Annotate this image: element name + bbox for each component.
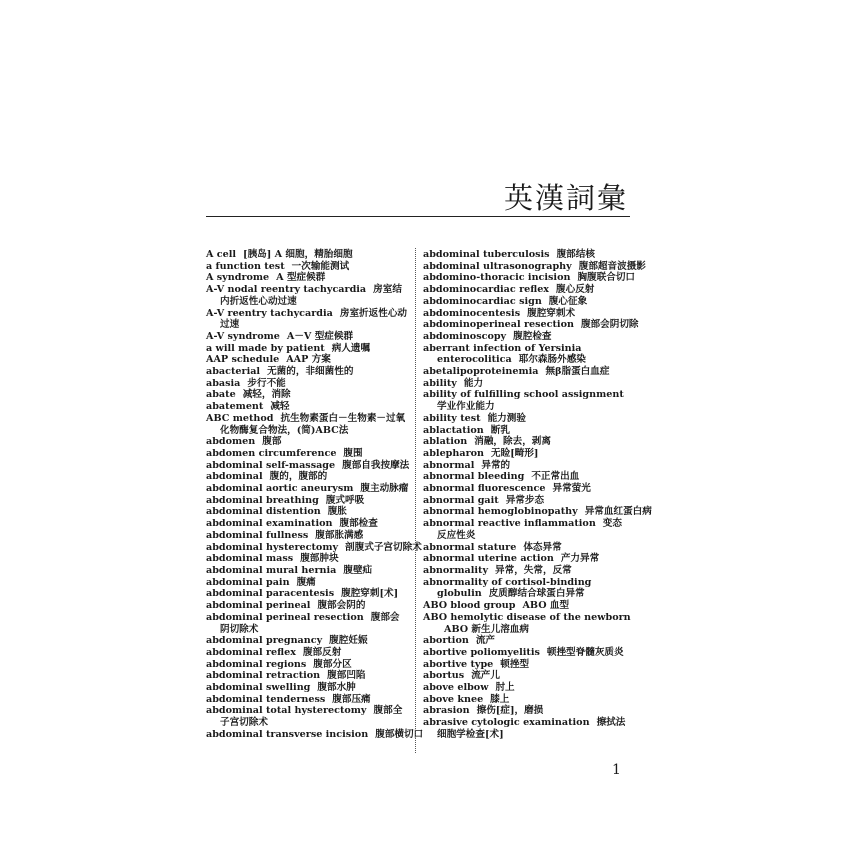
entry-definition: 腹心反射 [556,284,595,296]
dictionary-entry [423,483,631,495]
entry-definition: 步行不能 [247,377,286,389]
entry-term: ability of fulfilling school assignment [423,389,624,401]
entry-definition: 异常血红蛋白病 [584,506,652,518]
entry-definition: 腹部横切口 [375,728,424,740]
entry-term: abacterial [206,366,261,378]
entry-definition: 腹部胀满感 [315,529,364,541]
entry-term: abrasion [423,705,470,717]
entry-term: abnormal [423,459,475,471]
dictionary-entry [206,506,409,518]
entry-definition: 腹腔检查 [513,330,552,342]
dictionary-entry [423,436,631,448]
entry-definition: 腹部肿块 [300,553,339,565]
entry-definition: 异常的 [481,459,511,471]
entry-definition: 腹部反射 [302,646,342,658]
entry-definition: 腹部自我按摩法 [342,459,410,471]
dictionary-entry [206,471,409,483]
dictionary-entry [206,308,409,331]
dictionary-entry [206,483,409,495]
entry-definition: 异常，失常，反常 [495,564,572,576]
entry-definition: 病人遗嘱 [331,342,371,354]
dictionary-entry [206,401,409,413]
page-header-title: 英漢詞彙 [503,181,628,215]
entry-definition: 能力 [463,377,484,389]
dictionary-entry [423,471,631,483]
entry-term: aberrant infection of Yersinia enterocolitica [423,342,582,366]
dictionary-entry [206,249,409,261]
entry-term: A-V reentry tachycardia [206,307,333,319]
dictionary-entry [206,553,409,565]
entry-term: abnormal gait [423,494,499,506]
entry-term: abnormal uterine action [423,553,554,565]
entry-definition: 异常步态 [505,494,545,506]
entry-definition: 腹围 [343,447,363,459]
entry-term: above knee [423,693,484,705]
column-divider [415,248,416,753]
entry-definition: 膝上 [490,693,510,705]
entry-definition: AAP 方案 [286,354,331,366]
entry-term: abdominal tuberculosis [423,249,550,260]
entry-term: abnormal bleeding [423,471,525,483]
entry-term: A cell [206,249,237,260]
entry-term: abdominal breathing [206,494,319,506]
entry-definition: 产力异常 [560,553,600,565]
entry-definition: A－V 型症候群 [286,330,354,342]
dictionary-entry [423,260,646,273]
dictionary-entry [423,577,631,600]
entry-term: abnormal hemoglobinopathy [423,506,578,518]
dictionary-entry [206,577,409,589]
dictionary-entry [423,378,631,390]
entry-term: abdominal transverse incision [206,728,369,740]
entry-definition: 流产 [475,635,496,647]
dictionary-entry [423,600,631,612]
dictionary-entry [206,612,409,635]
entry-term: abdominal reflex [206,646,296,658]
entry-term: abdominal aortic aneurysm [206,483,354,495]
dictionary-entry [206,261,409,273]
entry-term: abdominocentesis [423,307,521,319]
entry-definition: 房室结内折返性心动过速 [220,284,402,307]
dictionary-entry [423,659,631,671]
entry-term: abatement [206,401,264,413]
entry-term: abdominal self-massage [206,459,336,471]
entry-definition: 腹的，腹部的 [269,471,328,483]
dictionary-entry [206,460,409,472]
entry-definition: 学业作业能力 [437,401,495,413]
entry-definition: 减轻，消除 [242,389,291,401]
entry-term: above elbow [423,682,489,694]
entry-term: ABO blood group [423,600,516,612]
dictionary-entry [423,331,631,343]
entry-term: ability test [423,412,481,424]
entry-definition: 腹腔穿刺[术] [341,588,399,600]
entry-term: abdomen circumference [206,447,337,459]
entry-definition: 减轻 [270,401,290,413]
dictionary-entry [423,694,631,706]
entry-term: abate [206,389,236,401]
entry-term: a function test [206,260,285,272]
entry-term: abdominal perineal resection [206,611,364,623]
entry-definition: 腹部水肿 [317,682,356,694]
entry-definition: 腹部凹陷 [327,670,366,682]
left-column [206,249,424,741]
entry-definition: 腹壁疝 [343,564,373,576]
entry-term: abortive type [423,658,494,670]
entry-definition: 腹胀 [327,506,347,518]
dictionary-entry [423,249,631,261]
dictionary-entry [423,319,639,331]
dictionary-entry [423,553,631,565]
entry-term: abdominoperineal resection [423,319,574,331]
page-number: 1 [612,762,621,778]
entry-term: abnormal reactive inflammation [423,518,596,530]
entry-definition: 顿挫型 [500,658,530,670]
entry-term: ablation [423,436,468,448]
entry-term: a will made by patient [206,342,325,354]
entry-definition: 腹部结核 [556,249,595,260]
dictionary-entry [423,448,631,460]
entry-term: A-V syndrome [206,330,280,342]
entry-definition: 断乳 [490,424,510,436]
dictionary-entry [423,717,631,740]
dictionary-entry [206,378,409,390]
dictionary-entry [423,542,631,554]
entry-definition: 腹部分区 [313,658,352,670]
dictionary-entry [423,518,631,541]
entry-definition: 腹部会阴切除 [580,319,639,331]
entry-term: abortus [423,670,465,682]
entry-definition: 腹心征象 [548,295,588,307]
dictionary-entry [206,635,409,647]
entry-definition: A 型症候群 [276,272,326,284]
dictionary-entry [423,272,636,284]
dictionary-entry [423,647,631,659]
entry-term: abdominal mural hernia [206,564,337,576]
dictionary-entry [206,448,409,460]
dictionary-entry [206,284,409,307]
dictionary-entry [206,389,409,401]
header-rule [206,216,630,217]
entry-term: abdominal hysterectomy [206,541,339,553]
entry-definition: [胰岛] A 细胞，精胎细胞 [243,249,353,260]
entry-term: abdomen [206,436,256,448]
entry-definition: 剖腹式子宫切除术 [345,541,422,553]
entry-term: abdominal swelling [206,682,311,694]
dictionary-entry [423,682,631,694]
dictionary-entry [423,366,631,378]
dictionary-entry [206,366,409,378]
entry-definition: 肘上 [495,682,515,694]
entry-definition: 腹部检查 [339,518,378,530]
dictionary-entry [423,425,631,437]
entry-definition: 腹部 [262,436,282,448]
entry-definition: 腹部全子宫切除术 [220,705,403,729]
entry-term: abdominal retraction [206,670,321,682]
dictionary-entry [206,518,409,530]
entry-term: A-V nodal reentry tachycardia [206,284,367,296]
entry-definition: 胸腹联合切口 [577,272,636,284]
entry-term: abasia [206,377,241,389]
entry-term: abdominal perineal [206,600,311,612]
entry-definition: 皮质醇结合球蛋白异常 [488,588,585,600]
dictionary-entry [206,728,424,741]
entry-definition: 腹部压痛 [332,693,371,705]
dictionary-entry [206,343,409,355]
entry-definition: 擦拭法细胞学检查[术] [437,717,626,740]
entry-definition: 腹腔妊娠 [329,635,368,647]
entry-term: abrasive cytologic examination [423,717,590,729]
entry-definition: 房室折返性心动过速 [220,307,408,331]
entry-term: ablepharon [423,447,485,459]
entry-definition: 無β脂蛋白血症 [545,366,610,378]
entry-term: A syndrome [206,272,270,284]
entry-definition: 腹式呼吸 [325,494,365,506]
dictionary-entry [206,413,409,436]
entry-term: abdominal paracentesis [206,588,335,600]
entry-term: abdominal regions [206,658,307,670]
dictionary-entry [206,272,409,284]
entry-definition: 能力测验 [487,412,526,424]
entry-term: abdominal pregnancy [206,635,323,647]
entry-definition: 腹腔穿刺术 [527,307,576,319]
entry-definition: 腹主动脉瘤 [360,483,409,495]
dictionary-entry [206,647,409,659]
entry-definition: 体态异常 [523,541,562,553]
entry-definition: ABO 新生儿溶血病 [444,623,529,635]
entry-term: ablactation [423,424,484,436]
dictionary-entry [206,694,409,706]
entry-term: abdominoscopy [423,330,507,342]
entry-term: abdominal [206,471,263,483]
entry-term: ABC method [206,412,274,424]
entry-definition: 异常萤光 [552,483,591,495]
dictionary-entry [423,506,652,518]
entry-definition: 无睑[畸形] [491,447,539,459]
dictionary-entry [206,682,409,694]
dictionary-entry [423,670,631,682]
entry-term: abdominocardiac sign [423,295,542,307]
entry-definition: 擦伤[症]，磨损 [476,705,544,717]
entry-definition: 一次输能测试 [291,260,350,272]
entry-term: abdomino-thoracic incision [423,272,571,284]
entry-term: abdominal distention [206,506,321,518]
entry-definition: 不正常出血 [531,471,580,483]
dictionary-entry [423,635,631,647]
dictionary-entry [423,565,631,577]
dictionary-entry [423,308,631,320]
dictionary-entry [206,530,409,542]
entry-term: abnormality of cortisol-binding globulin [423,576,592,600]
entry-definition: 腹部超音波摄影 [578,260,646,272]
dictionary-entry [206,541,422,554]
dictionary-entry [206,495,409,507]
entry-definition: 腹部会阴切除术 [220,611,400,635]
entry-term: abortion [423,635,469,647]
entry-term: abdominocardiac reflex [423,284,550,296]
dictionary-entry [206,436,409,448]
dictionary-entry [423,495,631,507]
entry-definition: 消融，除去，剥离 [474,436,551,448]
dictionary-entry [206,600,409,612]
entry-term: ability [423,377,457,389]
dictionary-entry [423,284,631,296]
dictionary-entry [206,659,409,671]
entry-definition: 腹痛 [296,576,316,588]
entry-term: abdominal examination [206,518,333,530]
entry-definition: 耶尔森肠外感染 [518,354,586,366]
entry-definition: 无菌的，非细菌性的 [267,366,354,378]
dictionary-entry [423,343,631,366]
dictionary-entry [206,331,409,343]
entry-term: abnormal fluorescence [423,483,546,495]
dictionary-entry [206,705,409,728]
right-column [423,249,652,741]
dictionary-entry [423,296,631,308]
entry-definition: 抗生物素蛋白－生物素－过氧化物酶复合物法，(简)ABC法 [220,412,406,436]
dictionary-entry [423,705,631,717]
entry-definition: 变态反应性炎 [437,518,622,541]
dictionary-entry [206,354,409,366]
entry-term: abdominal pain [206,576,290,588]
dictionary-entry [206,670,409,682]
entry-term: AAP schedule [206,354,280,366]
entry-term: abnormal stature [423,541,517,553]
entry-definition: 腹部会阴的 [317,600,366,612]
entry-term: abdominal mass [206,553,294,565]
dictionary-entry [423,413,631,425]
dictionary-entry [206,588,409,600]
dictionary-entry [423,612,631,635]
entry-term: ABO hemolytic disease of the newborn [423,611,631,623]
dictionary-entry [423,460,631,472]
entry-definition: 顿挫型脊髓灰质炎 [546,646,624,658]
entry-term: abdominal ultrasonography [423,260,572,272]
entry-term: abetalipoproteinemia [423,366,539,378]
entry-term: abortive poliomyelitis [423,646,540,658]
entry-term: abdominal tenderness [206,693,326,705]
entry-term: abnormality [423,564,489,576]
dictionary-entry [423,389,631,412]
dictionary-entry [206,565,409,577]
entry-definition: ABO 血型 [522,600,570,612]
entry-definition: 流产儿 [471,670,500,682]
entry-term: abdominal total hysterectomy [206,705,367,717]
entry-term: abdominal fullness [206,529,309,541]
